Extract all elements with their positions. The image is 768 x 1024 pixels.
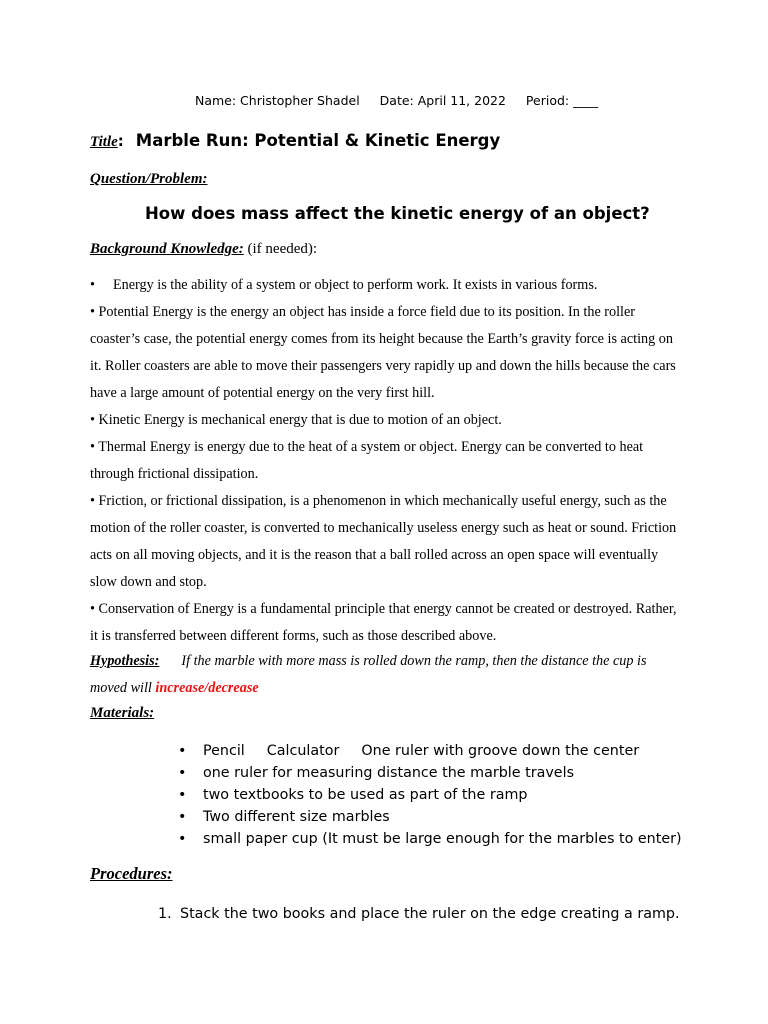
hypothesis-text: If the marble with more mass is rolled down the ramp, then the distance the cup is moved will [90, 653, 647, 696]
background-note: (if needed): [243, 241, 318, 257]
research-question: How does mass affect the kinetic energy of an object? [145, 204, 650, 223]
background-paragraph: • Potential Energy is the energy an object has inside a force field due to its position. In the roller coaster’s case, the potential energy comes from its height because the Earth’s gravity force is acting on it. Roller coasters are able to move their passengers very rapidly up and down the hills because the cars have a large amount of potential energy on the very first hill. [90, 304, 676, 401]
step-number: 1. [158, 906, 172, 922]
background-label: Background Knowledge: [90, 241, 244, 257]
class-period: Period: ____ [525, 93, 599, 108]
list-item: • two textbooks to be used as part of the ramp [178, 787, 528, 803]
list-item: • Two different size marbles [178, 809, 390, 825]
student-header [195, 93, 598, 108]
background-paragraph: • Energy is the ability of a system or object to perform work. It exists in various forms. [90, 272, 680, 299]
background-paragraph: • Conservation of Energy is a fundamental principle that energy cannot be created or destroyed. Rather, it is transferred between different forms, such as those described above. [90, 601, 677, 644]
background-heading [90, 240, 317, 258]
procedures-label: Procedures: [90, 864, 173, 883]
background-body [90, 272, 680, 650]
procedure-step [158, 906, 680, 922]
title-label: Title [90, 134, 118, 150]
student-name: Name: Christopher Shadel [195, 93, 360, 108]
background-paragraph: • Kinetic Energy is mechanical energy that is due to motion of an object. [90, 412, 502, 428]
hypothesis-label: Hypothesis: [90, 653, 160, 669]
list-item: • small paper cup (It must be large enough for the marbles to enter) [178, 831, 682, 847]
list-item: • Pencil Calculator One ruler with groove down the center [178, 743, 640, 759]
title-colon: : [117, 132, 124, 150]
materials-label: Materials: [90, 705, 155, 721]
materials-list [178, 740, 682, 850]
bullet-glyph: • [90, 277, 95, 293]
title-row [90, 131, 500, 151]
step-text: Stack the two books and place the ruler on the edge creating a ramp. [180, 906, 680, 922]
assignment-date: Date: April 11, 2022 [379, 93, 506, 108]
hypothesis [90, 648, 680, 702]
question-problem-label: Question/Problem: [90, 171, 208, 187]
background-paragraph: • Thermal Energy is energy due to the heat of a system or object. Energy can be converted to heat through frictional dissipation. [90, 439, 644, 482]
hypothesis-highlight: increase/decrease [155, 680, 259, 696]
list-item: • one ruler for measuring distance the marble travels [178, 765, 575, 781]
background-paragraph: • Friction, or frictional dissipation, is a phenomenon in which mechanically useful energy, such as the motion of the roller coaster, is converted to mechanically useless energy such as heat or sound. Friction acts on all moving objects, and it is the reason that a ball rolled across an open space will eventually slow down and stop. [90, 493, 677, 590]
lab-title: Marble Run: Potential & Kinetic Energy [135, 131, 501, 150]
